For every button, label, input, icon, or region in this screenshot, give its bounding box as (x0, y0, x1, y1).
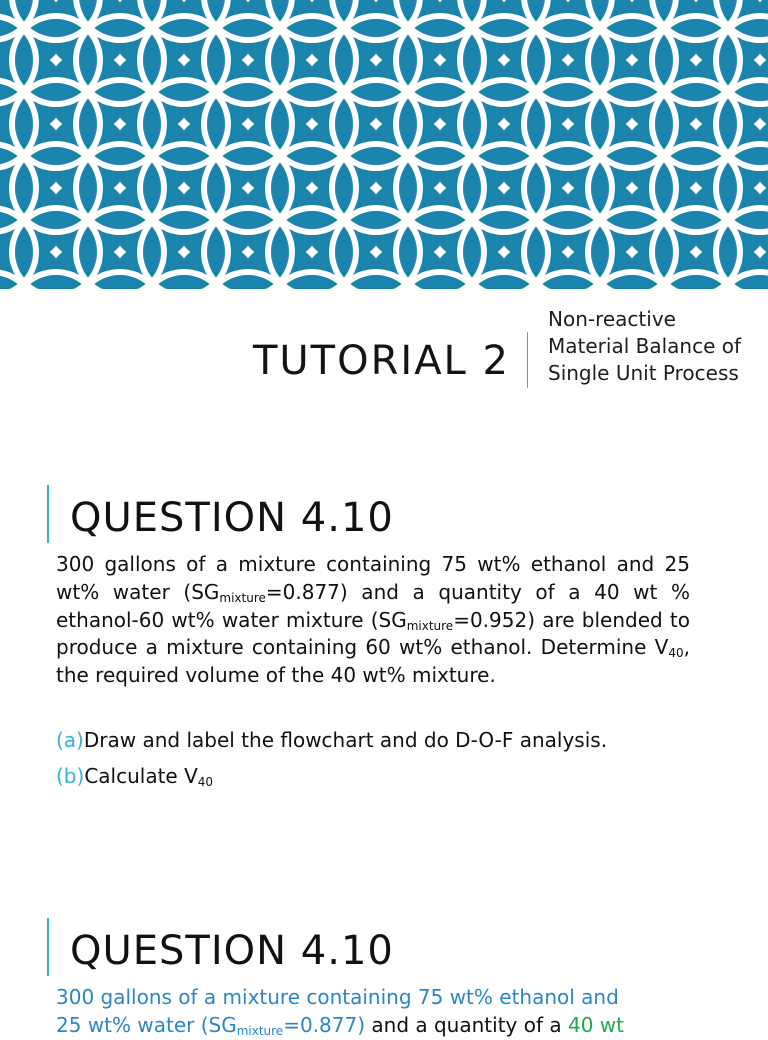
header-pattern-banner (0, 0, 768, 289)
question-part-b: (b)Calculate $V_{40}$ (56, 764, 214, 789)
question-accent-bar (47, 485, 49, 543)
question-title: QUESTION 4.10 (70, 495, 394, 541)
question-accent-bar (47, 918, 49, 976)
question-slide-1 (0, 485, 768, 815)
tutorial-title: TUTORIAL 2 (252, 338, 510, 384)
question-title: QUESTION 4.10 (70, 928, 394, 974)
tutorial-subtitle: Non-reactive Material Balance of Single Unit Process (548, 307, 742, 385)
part-label-b: (b) (56, 764, 85, 788)
title-divider (527, 332, 528, 388)
question-part-a: (a)Draw and label the flowchart and do D-O-F analysis. (56, 728, 608, 752)
highlighted-line-1: 300 gallons of a mixture containing 75 wt% ethanol and (56, 985, 619, 1009)
question-body: 300 gallons of a mixture containing 75 wt% ethanol and 25 wt% water $(SG_{mixture}=0.877)$ and a quantity of a 40 wt % ethanol-60 wt% water mixture $(SG_{mixture}=0.952)$ are blended to produce a mixture containing 60 wt% ethanol. Determine $V_{40}$, the required volume of the 40 wt% mixture. (56, 552, 690, 688)
question-body-highlighted (56, 984, 696, 1040)
part-label-a: (a) (56, 728, 84, 752)
circle-pattern-graphic (0, 0, 768, 289)
highlighted-line-2: 25 wt% water $(SG_{mixture}=0.877)$ and a quantity of a 40 wt (56, 1012, 624, 1038)
question-slide-2 (0, 918, 768, 1038)
title-section (0, 300, 768, 420)
